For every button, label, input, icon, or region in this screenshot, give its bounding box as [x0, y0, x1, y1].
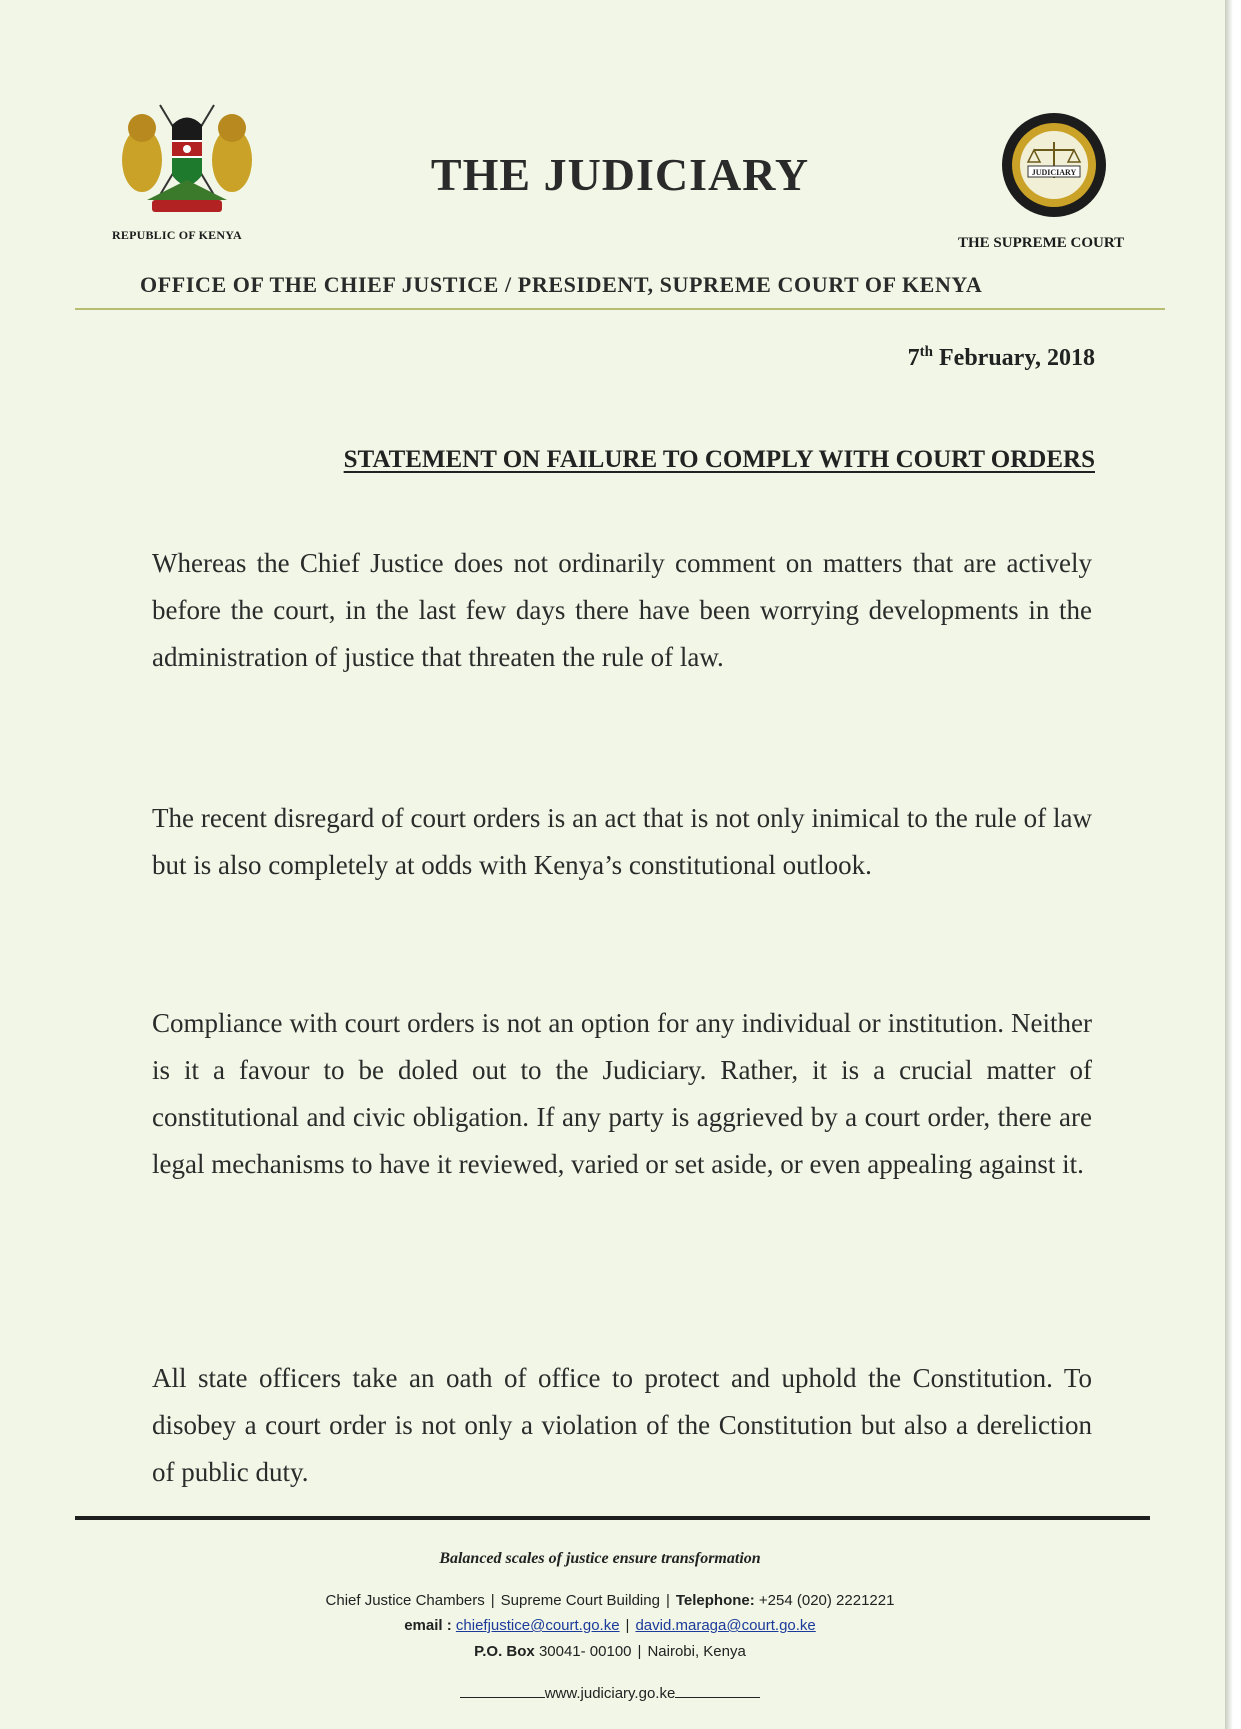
page-edge-shadow	[1225, 0, 1233, 1729]
paragraph-4: All state officers take an oath of office to protect and uphold the Constitution. To disobey a court order is not only a violation of the Constitution but also a dereliction of public duty.	[152, 1363, 1092, 1487]
paragraph-2: The recent disregard of court orders is an act that is not only inimical to the rule of law but is also completely at odds with Kenya’s constitutional outlook.	[152, 803, 1092, 880]
supreme-court-caption: THE SUPREME COURT	[958, 235, 1125, 251]
date-day: 7	[907, 345, 920, 371]
footer-telephone: +254 (020) 2221221	[758, 1592, 895, 1609]
footer-email-line: email : chiefjustice@court.go.ke | david.maraga@court.go.ke	[404, 1617, 816, 1634]
website-link[interactable]: www.judiciary.go.ke	[544, 1685, 676, 1702]
statement-heading: STATEMENT ON FAILURE TO COMPLY WITH COURT ORDERS	[343, 446, 1095, 473]
letter-date	[790, 344, 1095, 372]
email-link-maraga[interactable]: david.maraga@court.go.ke	[635, 1617, 816, 1634]
supreme-court-seal-icon	[992, 110, 1122, 220]
paragraph-3: Compliance with court orders is not an option for any individual or institution. Neither is it a favour to be doled out to the Judiciary. Rather, it is a crucial matter of constitutional and civic obligation. If any party is aggrieved by a court order, there are legal mechanisms to have it reviewed, varied or set aside, or even appealing against it.	[152, 1008, 1092, 1179]
footer-chambers: Chief Justice Chambers	[325, 1592, 485, 1609]
email-link-chiefjustice[interactable]: chiefjustice@court.go.ke	[455, 1617, 620, 1634]
footer-motto: Balanced scales of justice ensure transformation	[439, 1550, 761, 1567]
footer-address-line: Chief Justice Chambers | Supreme Court Building | Telephone: +254 (020) 2221221	[325, 1592, 895, 1609]
footer-po-line: P.O. Box 30041- 00100 | Nairobi, Kenya	[474, 1643, 746, 1660]
page-title: THE JUDICIARY	[430, 149, 810, 200]
paragraph-1: Whereas the Chief Justice does not ordinarily comment on matters that are actively before the court, in the last few days there have been worrying developments in the administration of justice that threaten the rule of law.	[152, 548, 1092, 672]
republic-of-kenya-caption: REPUBLIC OF KENYA	[112, 228, 242, 242]
footer-website-line	[200, 1685, 1020, 1702]
footer-po-box: 30041- 00100	[538, 1643, 632, 1660]
footer-divider	[75, 1516, 1150, 1520]
footer-email-label: email :	[404, 1617, 452, 1634]
header-divider	[75, 308, 1165, 310]
footer-po-label: P.O. Box	[474, 1643, 535, 1660]
office-line: OFFICE OF THE CHIEF JUSTICE / PRESIDENT, SUPREME COURT OF KENYA	[140, 272, 983, 297]
footer-telephone-label: Telephone:	[675, 1592, 755, 1609]
seal-label: JUDICIARY	[1031, 168, 1077, 177]
footer-building: Supreme Court Building	[500, 1592, 660, 1609]
date-suffix: th	[919, 344, 933, 360]
kenya-coat-of-arms-icon	[112, 100, 262, 230]
date-rest: February, 2018	[933, 345, 1095, 371]
footer-city: Nairobi, Kenya	[647, 1643, 746, 1660]
